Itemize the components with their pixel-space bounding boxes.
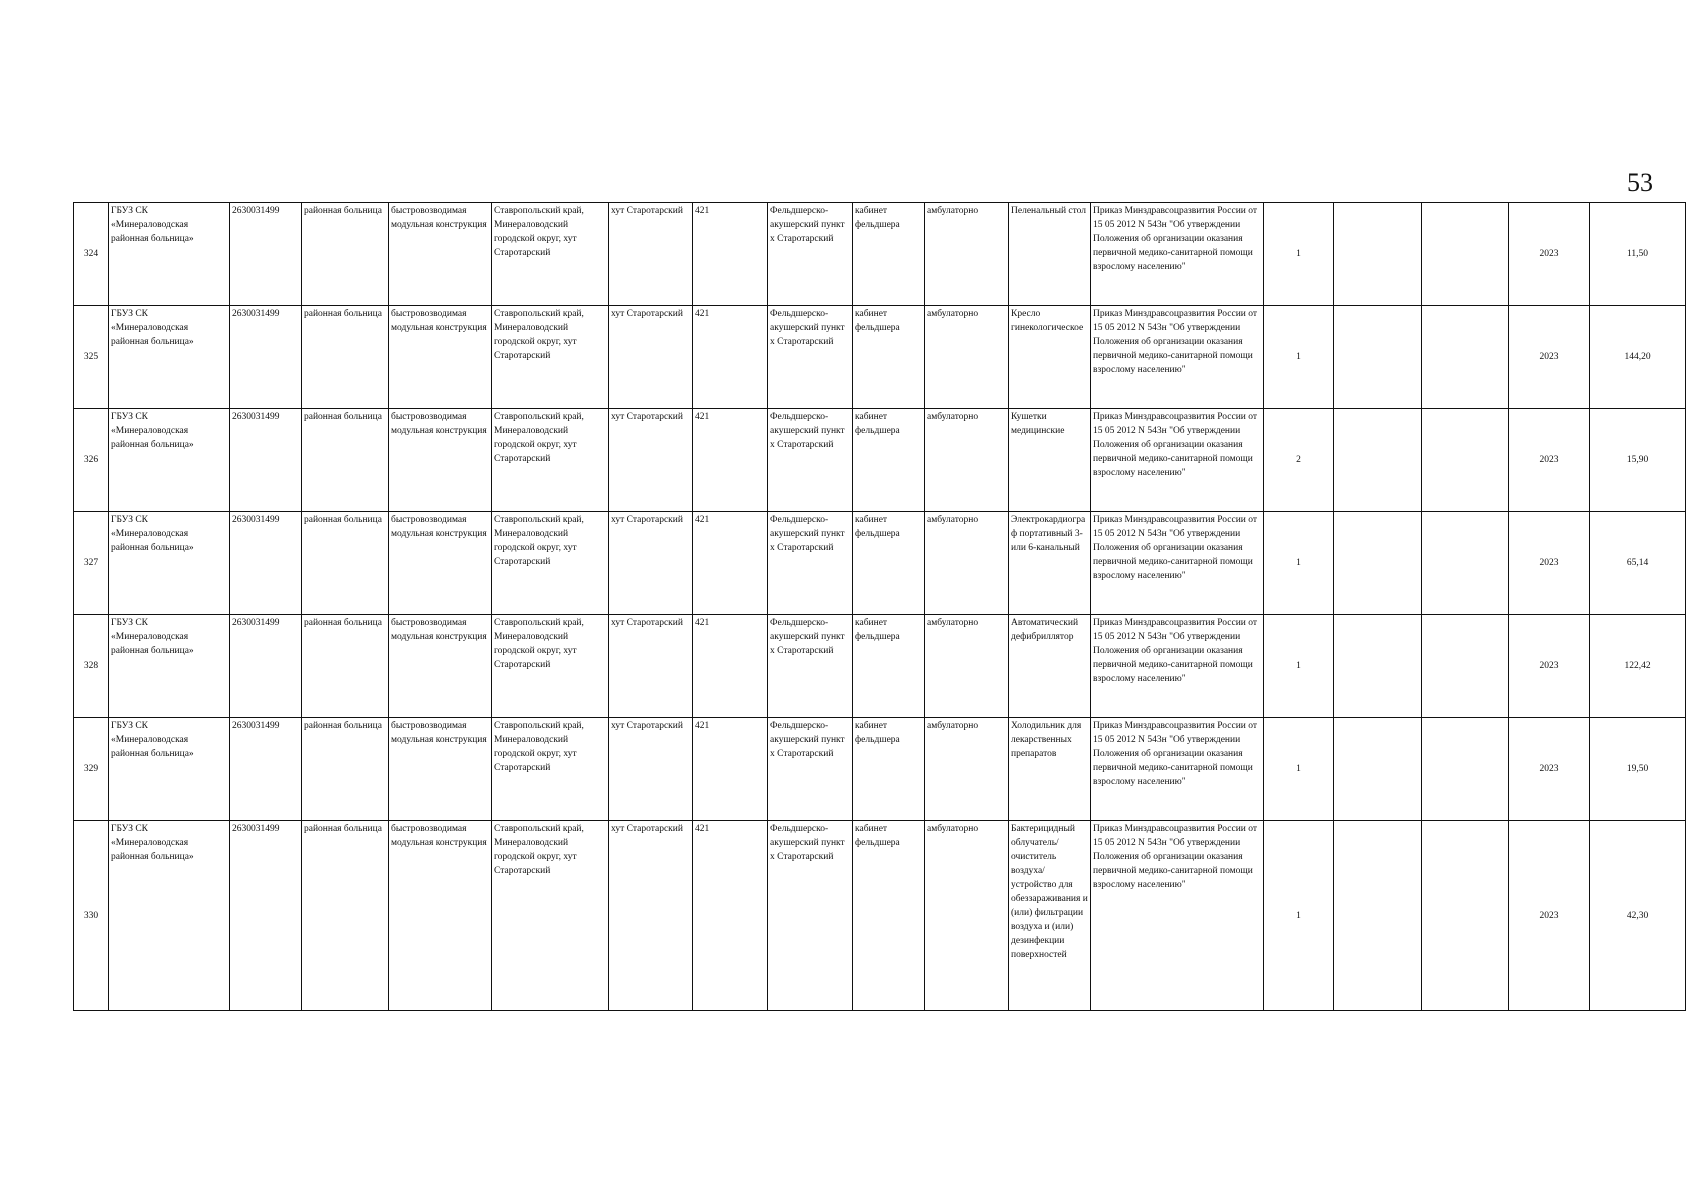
table-row [74,409,1686,512]
org-type-cell: районная больница [302,409,389,512]
settlement-cell: хут Старотарский [609,821,693,1011]
empty-cell [1334,821,1422,1011]
equipment-cell: Пеленальный стол [1009,203,1091,306]
empty-cell [1422,821,1509,1011]
care-type-cell: амбулаторно [925,821,1009,1011]
organization-cell: ГБУЗ СК «Минераловодская районная больница» [109,512,230,615]
building-type-cell: быстровозводимая модульная конструкция [389,203,492,306]
code-cell: 421 [693,615,768,718]
settlement-cell: хут Старотарский [609,615,693,718]
room-cell: кабинет фельдшера [853,306,925,409]
building-type-cell: быстровозводимая модульная конструкция [389,512,492,615]
inn-cell: 2630031499 [230,203,302,306]
empty-cell [1334,306,1422,409]
legal-basis-cell: Приказ Минздравсоцразвития России от 15 05 2012 N 543н "Об утверждении Положения об организации оказания первичной медико-санитарной помощи взрослому населению" [1091,821,1264,1011]
facility-cell: Фельдшерско-акушерский пункт х Старотарский [768,821,853,1011]
inn-cell: 2630031499 [230,821,302,1011]
year-cell: 2023 [1509,203,1590,306]
empty-cell [1422,409,1509,512]
equipment-cell: Бактерицидный облучатель/очиститель воздуха/устройство для обеззараживания и (или) фильтрации воздуха и (или) дезинфекции поверхностей [1009,821,1091,1011]
legal-basis-cell: Приказ Минздравсоцразвития России от 15 05 2012 N 543н "Об утверждении Положения об организации оказания первичной медико-санитарной помощи взрослому населению" [1091,718,1264,821]
table-row [74,821,1686,1011]
code-cell: 421 [693,306,768,409]
year-cell: 2023 [1509,409,1590,512]
empty-cell [1334,512,1422,615]
empty-cell [1422,512,1509,615]
room-cell: кабинет фельдшера [853,821,925,1011]
organization-cell: ГБУЗ СК «Минераловодская районная больница» [109,306,230,409]
room-cell: кабинет фельдшера [853,203,925,306]
address-cell: Ставропольский край, Минераловодский городской округ, хут Старотарский [492,821,609,1011]
organization-cell: ГБУЗ СК «Минераловодская районная больница» [109,203,230,306]
empty-cell [1334,203,1422,306]
empty-cell [1422,718,1509,821]
page-number: 53 [1627,168,1653,197]
row-number-cell: 330 [74,821,109,1011]
inn-cell: 2630031499 [230,718,302,821]
legal-basis-cell: Приказ Минздравсоцразвития России от 15 05 2012 N 543н "Об утверждении Положения об организации оказания первичной медико-санитарной помощи взрослому населению" [1091,306,1264,409]
facility-cell: Фельдшерско-акушерский пункт х Старотарский [768,512,853,615]
address-cell: Ставропольский край, Минераловодский городской округ, хут Старотарский [492,512,609,615]
empty-cell [1334,409,1422,512]
facility-cell: Фельдшерско-акушерский пункт х Старотарский [768,718,853,821]
room-cell: кабинет фельдшера [853,718,925,821]
settlement-cell: хут Старотарский [609,409,693,512]
empty-cell [1334,718,1422,821]
org-type-cell: районная больница [302,203,389,306]
equipment-cell: Холодильник для лекарственных препаратов [1009,718,1091,821]
cost-cell: 65,14 [1590,512,1686,615]
care-type-cell: амбулаторно [925,306,1009,409]
equipment-cell: Кушетки медицинские [1009,409,1091,512]
room-cell: кабинет фельдшера [853,512,925,615]
organization-cell: ГБУЗ СК «Минераловодская районная больница» [109,409,230,512]
settlement-cell: хут Старотарский [609,203,693,306]
address-cell: Ставропольский край, Минераловодский городской округ, хут Старотарский [492,615,609,718]
cost-cell: 19,50 [1590,718,1686,821]
org-type-cell: районная больница [302,615,389,718]
care-type-cell: амбулаторно [925,718,1009,821]
year-cell: 2023 [1509,615,1590,718]
cost-cell: 144,20 [1590,306,1686,409]
address-cell: Ставропольский край, Минераловодский городской округ, хут Старотарский [492,306,609,409]
table-row [74,615,1686,718]
equipment-cell: Электрокардиограф портативный 3- или 6-канальный [1009,512,1091,615]
facility-cell: Фельдшерско-акушерский пункт х Старотарский [768,409,853,512]
equipment-register-table [73,202,1686,1011]
legal-basis-cell: Приказ Минздравсоцразвития России от 15 05 2012 N 543н "Об утверждении Положения об организации оказания первичной медико-санитарной помощи взрослому населению" [1091,615,1264,718]
row-number-cell: 327 [74,512,109,615]
building-type-cell: быстровозводимая модульная конструкция [389,615,492,718]
year-cell: 2023 [1509,821,1590,1011]
row-number-cell: 329 [74,718,109,821]
room-cell: кабинет фельдшера [853,409,925,512]
settlement-cell: хут Старотарский [609,306,693,409]
row-number-cell: 324 [74,203,109,306]
inn-cell: 2630031499 [230,512,302,615]
year-cell: 2023 [1509,306,1590,409]
organization-cell: ГБУЗ СК «Минераловодская районная больница» [109,821,230,1011]
legal-basis-cell: Приказ Минздравсоцразвития России от 15 05 2012 N 543н "Об утверждении Положения об организации оказания первичной медико-санитарной помощи взрослому населению" [1091,512,1264,615]
quantity-cell: 1 [1264,821,1334,1011]
row-number-cell: 325 [74,306,109,409]
building-type-cell: быстровозводимая модульная конструкция [389,306,492,409]
facility-cell: Фельдшерско-акушерский пункт х Старотарский [768,615,853,718]
equipment-cell: Автоматический дефибриллятор [1009,615,1091,718]
year-cell: 2023 [1509,512,1590,615]
empty-cell [1422,615,1509,718]
equipment-cell: Кресло гинекологическое [1009,306,1091,409]
organization-cell: ГБУЗ СК «Минераловодская районная больница» [109,615,230,718]
empty-cell [1422,306,1509,409]
org-type-cell: районная больница [302,512,389,615]
empty-cell [1334,615,1422,718]
code-cell: 421 [693,409,768,512]
legal-basis-cell: Приказ Минздравсоцразвития России от 15 05 2012 N 543н "Об утверждении Положения об организации оказания первичной медико-санитарной помощи взрослому населению" [1091,203,1264,306]
empty-cell [1422,203,1509,306]
legal-basis-cell: Приказ Минздравсоцразвития России от 15 05 2012 N 543н "Об утверждении Положения об организации оказания первичной медико-санитарной помощи взрослому населению" [1091,409,1264,512]
table-row [74,203,1686,306]
row-number-cell: 328 [74,615,109,718]
cost-cell: 15,90 [1590,409,1686,512]
table-row [74,512,1686,615]
quantity-cell: 1 [1264,512,1334,615]
address-cell: Ставропольский край, Минераловодский городской округ, хут Старотарский [492,718,609,821]
table-row [74,718,1686,821]
org-type-cell: районная больница [302,306,389,409]
cost-cell: 42,30 [1590,821,1686,1011]
table-row [74,306,1686,409]
care-type-cell: амбулаторно [925,409,1009,512]
organization-cell: ГБУЗ СК «Минераловодская районная больница» [109,718,230,821]
care-type-cell: амбулаторно [925,203,1009,306]
code-cell: 421 [693,512,768,615]
care-type-cell: амбулаторно [925,615,1009,718]
row-number-cell: 326 [74,409,109,512]
quantity-cell: 1 [1264,718,1334,821]
room-cell: кабинет фельдшера [853,615,925,718]
address-cell: Ставропольский край, Минераловодский городской округ, хут Старотарский [492,203,609,306]
building-type-cell: быстровозводимая модульная конструкция [389,821,492,1011]
year-cell: 2023 [1509,718,1590,821]
quantity-cell: 1 [1264,203,1334,306]
settlement-cell: хут Старотарский [609,718,693,821]
address-cell: Ставропольский край, Минераловодский городской округ, хут Старотарский [492,409,609,512]
quantity-cell: 1 [1264,306,1334,409]
quantity-cell: 1 [1264,615,1334,718]
quantity-cell: 2 [1264,409,1334,512]
cost-cell: 11,50 [1590,203,1686,306]
care-type-cell: амбулаторно [925,512,1009,615]
building-type-cell: быстровозводимая модульная конструкция [389,409,492,512]
facility-cell: Фельдшерско-акушерский пункт х Старотарский [768,203,853,306]
inn-cell: 2630031499 [230,409,302,512]
org-type-cell: районная больница [302,821,389,1011]
inn-cell: 2630031499 [230,615,302,718]
cost-cell: 122,42 [1590,615,1686,718]
facility-cell: Фельдшерско-акушерский пункт х Старотарский [768,306,853,409]
code-cell: 421 [693,821,768,1011]
code-cell: 421 [693,203,768,306]
building-type-cell: быстровозводимая модульная конструкция [389,718,492,821]
settlement-cell: хут Старотарский [609,512,693,615]
org-type-cell: районная больница [302,718,389,821]
code-cell: 421 [693,718,768,821]
table-body [74,203,1686,1011]
inn-cell: 2630031499 [230,306,302,409]
